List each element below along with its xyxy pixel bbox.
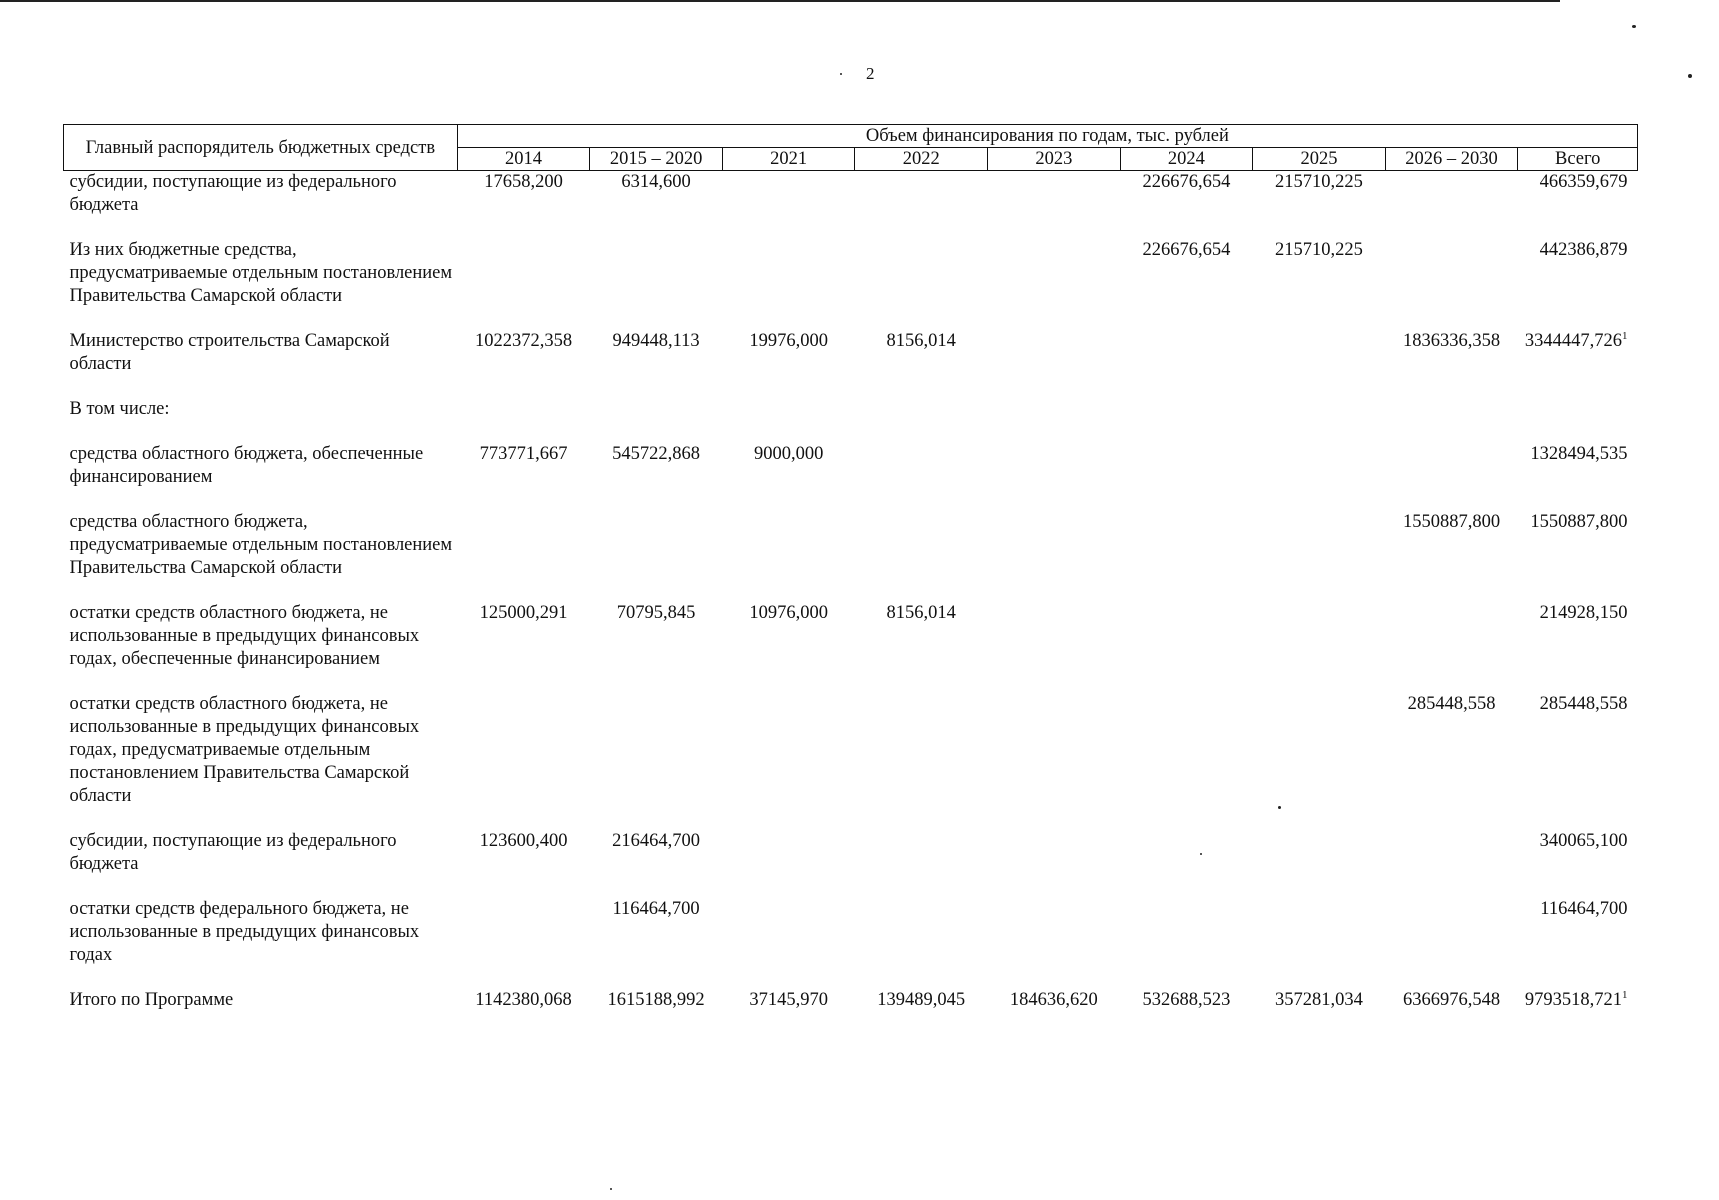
table-row xyxy=(64,443,1638,511)
cell-value xyxy=(722,602,855,693)
cell-value xyxy=(1120,398,1253,443)
cell-text: 9000,000 xyxy=(753,444,824,464)
cell-text: 6366976,548 xyxy=(1402,990,1501,1010)
table-body xyxy=(64,171,1638,1013)
header-total: Всего xyxy=(1518,148,1638,171)
page-number: 2 xyxy=(866,64,875,83)
cell-value xyxy=(1385,511,1518,602)
scan-speck xyxy=(1688,74,1692,78)
cell-value xyxy=(855,511,988,602)
financing-table xyxy=(63,124,1638,1012)
cell-value xyxy=(988,171,1121,240)
cell-text: 8156,014 xyxy=(886,603,956,623)
header-year: 2015 – 2020 xyxy=(590,148,723,171)
cell-text: 215710,225 xyxy=(1275,240,1363,260)
row-label: Итого по Программе xyxy=(69,990,234,1010)
scan-speck xyxy=(1632,25,1636,28)
cell-total xyxy=(1518,898,1638,989)
table-row xyxy=(64,239,1638,330)
cell-value xyxy=(1385,171,1518,240)
cell-total xyxy=(1518,443,1638,511)
cell-value xyxy=(590,693,723,830)
table-row xyxy=(64,171,1638,240)
cell-text: 6314,600 xyxy=(621,172,691,192)
header-year: 2023 xyxy=(988,148,1121,171)
cell-value xyxy=(1253,693,1386,830)
header-year: 2022 xyxy=(855,148,988,171)
cell-value xyxy=(590,989,723,1012)
row-label: остатки средств областного бюджета, не использованные в предыдущих финансовых годах, предусматриваемые отдельным постановлением Правительства Самарской области xyxy=(69,694,420,806)
row-label: В том числе: xyxy=(69,399,170,419)
top-border-line xyxy=(0,0,1560,2)
cell-text: 545722,868 xyxy=(612,444,701,464)
cell-value xyxy=(1385,830,1518,898)
cell-total xyxy=(1518,239,1638,330)
cell-value xyxy=(1385,693,1518,830)
footnote-mark: 1 xyxy=(1622,988,1628,1001)
cell-value xyxy=(1385,239,1518,330)
cell-text: 10976,000 xyxy=(749,603,828,623)
cell-value xyxy=(1120,171,1253,240)
cell-value xyxy=(988,330,1121,398)
cell-text: 116464,700 xyxy=(612,899,700,919)
cell-value xyxy=(988,602,1121,693)
cell-text: 139489,045 xyxy=(877,990,966,1010)
cell-value xyxy=(722,330,855,398)
cell-value xyxy=(722,171,855,240)
cell-value xyxy=(1385,398,1518,443)
table-row xyxy=(64,693,1638,830)
table-row xyxy=(64,330,1638,398)
cell-value xyxy=(988,511,1121,602)
cell-value xyxy=(1253,898,1386,989)
header-financing-volume: Объем финансирования по годам, тыс. рублей xyxy=(457,125,1637,148)
cell-value xyxy=(855,330,988,398)
cell-value xyxy=(457,602,590,693)
cell-value xyxy=(855,602,988,693)
cell-value xyxy=(855,239,988,330)
cell-value xyxy=(457,511,590,602)
cell-text: 123600,400 xyxy=(479,831,568,851)
cell-value xyxy=(855,989,988,1012)
cell-value xyxy=(1253,989,1386,1012)
cell-text: 532688,523 xyxy=(1142,990,1231,1010)
cell-value xyxy=(988,989,1121,1012)
cell-value xyxy=(1253,330,1386,398)
footnote-mark: 1 xyxy=(1622,329,1628,342)
cell-value xyxy=(1120,602,1253,693)
cell-value xyxy=(988,898,1121,989)
cell-text: 285448,558 xyxy=(1407,694,1496,714)
header-year: 2021 xyxy=(722,148,855,171)
cell-value xyxy=(590,443,723,511)
cell-text: 466359,679 xyxy=(1539,172,1628,192)
header-year: 2014 xyxy=(457,148,590,171)
cell-text: 215710,225 xyxy=(1275,172,1363,192)
cell-value xyxy=(590,602,723,693)
cell-text: 1328494,535 xyxy=(1530,444,1628,464)
scan-speck xyxy=(840,73,842,75)
cell-value xyxy=(988,398,1121,443)
cell-value xyxy=(590,239,723,330)
cell-text: 226676,654 xyxy=(1142,172,1231,192)
cell-value xyxy=(1253,398,1386,443)
cell-text: 1142380,068 xyxy=(475,990,572,1010)
cell-value xyxy=(1385,898,1518,989)
cell-text: 226676,654 xyxy=(1142,240,1231,260)
cell-value xyxy=(457,898,590,989)
row-label: Из них бюджетные средства, предусматриваемые отдельным постановлением Правительства Самарской области xyxy=(69,240,453,306)
cell-value xyxy=(590,398,723,443)
cell-text: 1550887,800 xyxy=(1530,512,1628,532)
cell-value xyxy=(590,330,723,398)
cell-value xyxy=(722,511,855,602)
cell-value xyxy=(988,443,1121,511)
cell-total xyxy=(1518,398,1638,443)
cell-text: 1615188,992 xyxy=(607,990,705,1010)
cell-value xyxy=(1120,511,1253,602)
cell-value xyxy=(1253,443,1386,511)
cell-value xyxy=(590,171,723,240)
row-label: субсидии, поступающие из федерального бюджета xyxy=(69,831,397,874)
cell-text: 357281,034 xyxy=(1275,990,1363,1010)
cell-value xyxy=(988,239,1121,330)
cell-value xyxy=(457,330,590,398)
cell-value xyxy=(457,443,590,511)
cell-value xyxy=(722,830,855,898)
cell-text: 1836336,358 xyxy=(1402,331,1501,351)
cell-value xyxy=(1120,330,1253,398)
cell-value xyxy=(1120,239,1253,330)
cell-total xyxy=(1518,171,1638,240)
row-label: субсидии, поступающие из федерального бюджета xyxy=(69,172,397,215)
cell-text: 773771,667 xyxy=(479,444,568,464)
cell-value xyxy=(1253,171,1386,240)
cell-value xyxy=(1385,443,1518,511)
cell-value xyxy=(722,989,855,1012)
cell-value xyxy=(457,830,590,898)
cell-value xyxy=(590,898,723,989)
cell-value xyxy=(722,239,855,330)
cell-text: 70795,845 xyxy=(616,603,696,623)
cell-total xyxy=(1518,330,1638,398)
cell-value xyxy=(1120,693,1253,830)
cell-text: 214928,150 xyxy=(1539,603,1628,623)
header-year: 2026 – 2030 xyxy=(1385,148,1518,171)
cell-value xyxy=(855,171,988,240)
cell-value xyxy=(855,443,988,511)
cell-value xyxy=(457,398,590,443)
cell-value xyxy=(457,239,590,330)
cell-text: 1550887,800 xyxy=(1402,512,1501,532)
cell-text: 125000,291 xyxy=(479,603,568,623)
cell-total xyxy=(1518,830,1638,898)
cell-value xyxy=(855,898,988,989)
cell-value xyxy=(988,830,1121,898)
cell-value xyxy=(1120,989,1253,1012)
header-year: 2025 xyxy=(1253,148,1386,171)
table-row xyxy=(64,989,1638,1012)
row-label: остатки средств федерального бюджета, не использованные в предыдущих финансовых годах xyxy=(69,899,420,965)
cell-text: 949448,113 xyxy=(612,331,700,351)
cell-value xyxy=(590,511,723,602)
cell-text: 3344447,726 xyxy=(1524,331,1622,351)
cell-value xyxy=(855,830,988,898)
header-year: 2024 xyxy=(1120,148,1253,171)
row-label: средства областного бюджета, обеспеченные финансированием xyxy=(69,444,424,487)
cell-value xyxy=(1253,239,1386,330)
header-budget-holder: Главный распорядитель бюджетных средств xyxy=(64,125,458,171)
cell-text: 340065,100 xyxy=(1539,831,1628,851)
cell-value xyxy=(1120,898,1253,989)
scan-speck xyxy=(610,1188,612,1190)
table-row xyxy=(64,830,1638,898)
cell-text: 17658,200 xyxy=(484,172,563,192)
table-row xyxy=(64,898,1638,989)
cell-value xyxy=(1120,443,1253,511)
cell-value xyxy=(722,398,855,443)
cell-value xyxy=(722,443,855,511)
cell-total xyxy=(1518,693,1638,830)
cell-value xyxy=(855,693,988,830)
cell-total xyxy=(1518,511,1638,602)
row-label: средства областного бюджета, предусматриваемые отдельным постановлением Правительства Самарской области xyxy=(69,512,453,578)
cell-total xyxy=(1518,989,1638,1012)
cell-text: 216464,700 xyxy=(612,831,701,851)
table-row xyxy=(64,602,1638,693)
cell-value xyxy=(1385,330,1518,398)
cell-text: 8156,014 xyxy=(886,331,956,351)
cell-value xyxy=(1385,602,1518,693)
cell-value xyxy=(457,171,590,240)
cell-value xyxy=(1385,989,1518,1012)
cell-text: 37145,970 xyxy=(749,990,828,1010)
cell-text: 19976,000 xyxy=(749,331,828,351)
cell-value xyxy=(1253,602,1386,693)
cell-value xyxy=(855,398,988,443)
cell-text: 116464,700 xyxy=(1540,899,1628,919)
cell-value xyxy=(988,693,1121,830)
table-row xyxy=(64,511,1638,602)
row-label: остатки средств областного бюджета, не использованные в предыдущих финансовых годах, обеспеченные финансированием xyxy=(69,603,420,669)
cell-value xyxy=(1120,830,1253,898)
cell-text: 1022372,358 xyxy=(474,331,573,351)
cell-value xyxy=(590,830,723,898)
cell-value xyxy=(1253,830,1386,898)
cell-value xyxy=(457,989,590,1012)
cell-value xyxy=(457,693,590,830)
cell-value xyxy=(1253,511,1386,602)
table-row xyxy=(64,398,1638,443)
cell-total xyxy=(1518,602,1638,693)
cell-value xyxy=(722,693,855,830)
cell-text: 442386,879 xyxy=(1539,240,1628,260)
cell-text: 184636,620 xyxy=(1009,990,1098,1010)
cell-text: 9793518,721 xyxy=(1524,990,1622,1010)
cell-text: 285448,558 xyxy=(1539,694,1628,714)
cell-value xyxy=(722,898,855,989)
row-label: Министерство строительства Самарской области xyxy=(69,331,390,374)
